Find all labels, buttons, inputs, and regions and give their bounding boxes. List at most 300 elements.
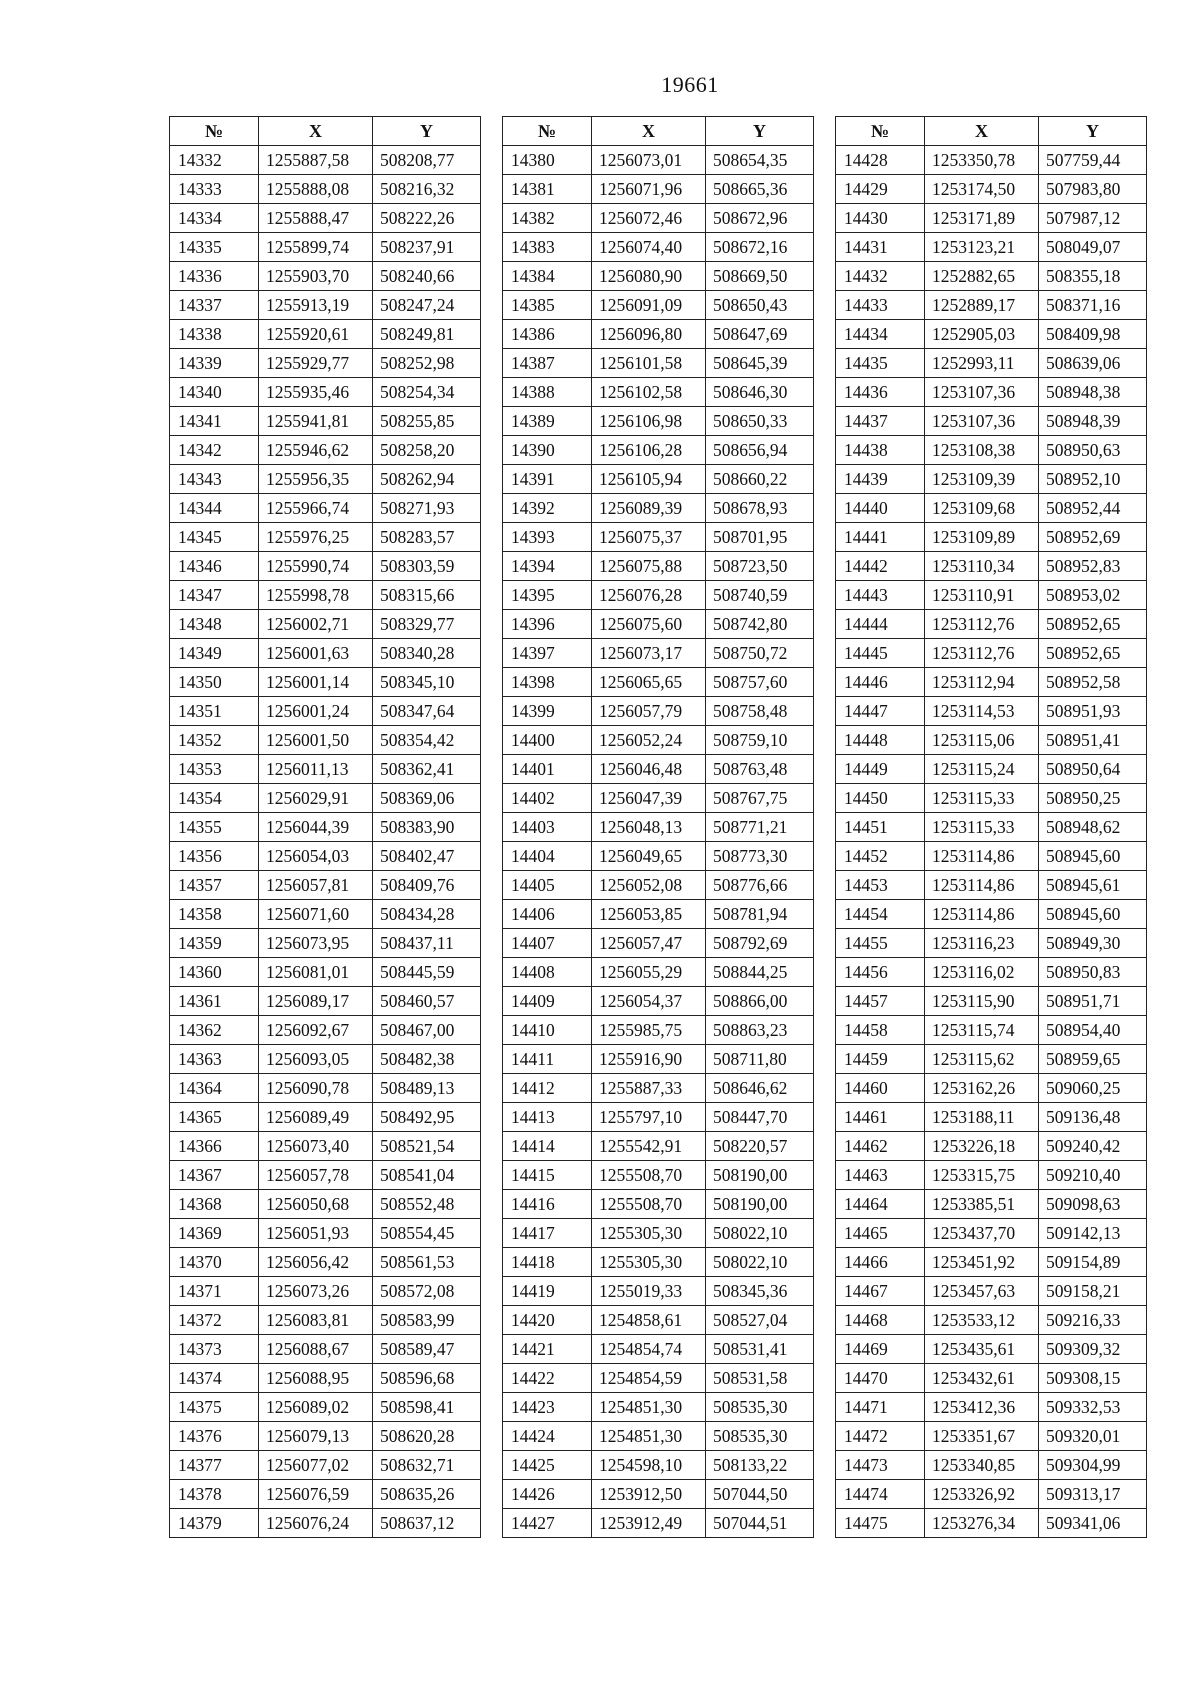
point-number-cell: 14392	[503, 494, 592, 523]
y-coordinate-cell: 508740,59	[706, 581, 814, 610]
y-coordinate-cell: 508345,10	[373, 668, 481, 697]
x-coordinate-cell: 1255966,74	[259, 494, 373, 523]
y-coordinate-cell: 508521,54	[373, 1132, 481, 1161]
table-row	[503, 668, 814, 697]
table-row	[170, 349, 481, 378]
y-coordinate-cell: 508409,76	[373, 871, 481, 900]
point-number-cell: 14421	[503, 1335, 592, 1364]
point-number-cell: 14367	[170, 1161, 259, 1190]
header-number: №	[836, 117, 925, 146]
y-coordinate-cell: 508489,13	[373, 1074, 481, 1103]
x-coordinate-cell: 1256029,91	[259, 784, 373, 813]
point-number-cell: 14416	[503, 1190, 592, 1219]
table-row	[836, 726, 1147, 755]
x-coordinate-cell: 1256057,79	[592, 697, 706, 726]
table-row	[836, 581, 1147, 610]
y-coordinate-cell: 508945,61	[1039, 871, 1147, 900]
point-number-cell: 14404	[503, 842, 592, 871]
y-coordinate-cell: 509313,17	[1039, 1480, 1147, 1509]
table-row	[503, 929, 814, 958]
point-number-cell: 14386	[503, 320, 592, 349]
point-number-cell: 14466	[836, 1248, 925, 1277]
y-coordinate-cell: 508434,28	[373, 900, 481, 929]
point-number-cell: 14435	[836, 349, 925, 378]
y-coordinate-cell: 508527,04	[706, 1306, 814, 1335]
y-coordinate-cell: 508952,58	[1039, 668, 1147, 697]
table-row	[836, 871, 1147, 900]
point-number-cell: 14450	[836, 784, 925, 813]
point-number-cell: 14432	[836, 262, 925, 291]
table-row	[170, 1103, 481, 1132]
x-coordinate-cell: 1256048,13	[592, 813, 706, 842]
point-number-cell: 14395	[503, 581, 592, 610]
y-coordinate-cell: 508672,16	[706, 233, 814, 262]
table-row	[503, 349, 814, 378]
table-row	[170, 1306, 481, 1335]
y-coordinate-cell: 508437,11	[373, 929, 481, 958]
table-row	[170, 581, 481, 610]
table-row	[170, 1045, 481, 1074]
x-coordinate-cell: 1256001,63	[259, 639, 373, 668]
header-y: Y	[373, 117, 481, 146]
y-coordinate-cell: 507044,51	[706, 1509, 814, 1538]
point-number-cell: 14376	[170, 1422, 259, 1451]
x-coordinate-cell: 1256074,40	[592, 233, 706, 262]
table-row	[170, 1480, 481, 1509]
x-coordinate-cell: 1255920,61	[259, 320, 373, 349]
table-row	[170, 523, 481, 552]
x-coordinate-cell: 1256049,65	[592, 842, 706, 871]
table-row	[836, 407, 1147, 436]
y-coordinate-cell: 508954,40	[1039, 1016, 1147, 1045]
x-coordinate-cell: 1256001,14	[259, 668, 373, 697]
y-coordinate-cell: 508402,47	[373, 842, 481, 871]
point-number-cell: 14382	[503, 204, 592, 233]
point-number-cell: 14402	[503, 784, 592, 813]
table-row	[170, 262, 481, 291]
point-number-cell: 14418	[503, 1248, 592, 1277]
x-coordinate-cell: 1253451,92	[925, 1248, 1039, 1277]
point-number-cell: 14335	[170, 233, 259, 262]
table-row	[170, 204, 481, 233]
point-number-cell: 14339	[170, 349, 259, 378]
x-coordinate-cell: 1253109,39	[925, 465, 1039, 494]
table-row	[836, 987, 1147, 1016]
x-coordinate-cell: 1256083,81	[259, 1306, 373, 1335]
table-row	[503, 1248, 814, 1277]
point-number-cell: 14340	[170, 378, 259, 407]
y-coordinate-cell: 509142,13	[1039, 1219, 1147, 1248]
table-row	[836, 1480, 1147, 1509]
x-coordinate-cell: 1256079,13	[259, 1422, 373, 1451]
table-row	[836, 204, 1147, 233]
coordinates-table-2	[502, 116, 814, 1538]
x-coordinate-cell: 1255990,74	[259, 552, 373, 581]
y-coordinate-cell: 509060,25	[1039, 1074, 1147, 1103]
x-coordinate-cell: 1256057,78	[259, 1161, 373, 1190]
table-row	[503, 755, 814, 784]
x-coordinate-cell: 1252993,11	[925, 349, 1039, 378]
y-coordinate-cell: 508949,30	[1039, 929, 1147, 958]
point-number-cell: 14355	[170, 813, 259, 842]
x-coordinate-cell: 1253114,86	[925, 871, 1039, 900]
y-coordinate-cell: 509136,48	[1039, 1103, 1147, 1132]
y-coordinate-cell: 508620,28	[373, 1422, 481, 1451]
point-number-cell: 14444	[836, 610, 925, 639]
point-number-cell: 14439	[836, 465, 925, 494]
table-row	[170, 146, 481, 175]
x-coordinate-cell: 1253412,36	[925, 1393, 1039, 1422]
x-coordinate-cell: 1254598,10	[592, 1451, 706, 1480]
x-coordinate-cell: 1255797,10	[592, 1103, 706, 1132]
coordinates-table-3	[835, 116, 1147, 1538]
x-coordinate-cell: 1253432,61	[925, 1364, 1039, 1393]
x-coordinate-cell: 1256072,46	[592, 204, 706, 233]
y-coordinate-cell: 508258,20	[373, 436, 481, 465]
table-row	[170, 1248, 481, 1277]
point-number-cell: 14451	[836, 813, 925, 842]
point-number-cell: 14356	[170, 842, 259, 871]
x-coordinate-cell: 1256057,81	[259, 871, 373, 900]
point-number-cell: 14422	[503, 1364, 592, 1393]
point-number-cell: 14405	[503, 871, 592, 900]
table-row	[503, 1219, 814, 1248]
table-row	[836, 1393, 1147, 1422]
point-number-cell: 14431	[836, 233, 925, 262]
table-row	[836, 233, 1147, 262]
table-row	[836, 1277, 1147, 1306]
table-row	[836, 523, 1147, 552]
table-row	[836, 1335, 1147, 1364]
point-number-cell: 14467	[836, 1277, 925, 1306]
point-number-cell: 14465	[836, 1219, 925, 1248]
x-coordinate-cell: 1255956,35	[259, 465, 373, 494]
table-row	[170, 378, 481, 407]
table-row	[170, 175, 481, 204]
table-row	[170, 320, 481, 349]
point-number-cell: 14458	[836, 1016, 925, 1045]
point-number-cell: 14361	[170, 987, 259, 1016]
y-coordinate-cell: 507759,44	[1039, 146, 1147, 175]
x-coordinate-cell: 1256093,05	[259, 1045, 373, 1074]
point-number-cell: 14375	[170, 1393, 259, 1422]
table-row	[503, 726, 814, 755]
x-coordinate-cell: 1253115,62	[925, 1045, 1039, 1074]
table-row	[503, 639, 814, 668]
x-coordinate-cell: 1253226,18	[925, 1132, 1039, 1161]
point-number-cell: 14473	[836, 1451, 925, 1480]
point-number-cell: 14388	[503, 378, 592, 407]
table-row	[170, 958, 481, 987]
table-row	[836, 784, 1147, 813]
y-coordinate-cell: 508482,38	[373, 1045, 481, 1074]
y-coordinate-cell: 508758,48	[706, 697, 814, 726]
y-coordinate-cell: 508371,16	[1039, 291, 1147, 320]
point-number-cell: 14347	[170, 581, 259, 610]
y-coordinate-cell: 508637,12	[373, 1509, 481, 1538]
y-coordinate-cell: 508598,41	[373, 1393, 481, 1422]
table-row	[170, 436, 481, 465]
y-coordinate-cell: 508190,00	[706, 1161, 814, 1190]
table-row	[836, 552, 1147, 581]
point-number-cell: 14374	[170, 1364, 259, 1393]
table-row	[503, 1480, 814, 1509]
x-coordinate-cell: 1256088,67	[259, 1335, 373, 1364]
table-row	[836, 291, 1147, 320]
point-number-cell: 14381	[503, 175, 592, 204]
table-row	[503, 1393, 814, 1422]
y-coordinate-cell: 508646,30	[706, 378, 814, 407]
table-row	[170, 291, 481, 320]
point-number-cell: 14350	[170, 668, 259, 697]
coordinates-table-1	[169, 116, 481, 1538]
table-header-row	[170, 117, 481, 146]
y-coordinate-cell: 508262,94	[373, 465, 481, 494]
x-coordinate-cell: 1253435,61	[925, 1335, 1039, 1364]
table-row	[836, 1219, 1147, 1248]
y-coordinate-cell: 508383,90	[373, 813, 481, 842]
y-coordinate-cell: 508283,57	[373, 523, 481, 552]
x-coordinate-cell: 1252905,03	[925, 320, 1039, 349]
table-row	[836, 320, 1147, 349]
point-number-cell: 14371	[170, 1277, 259, 1306]
y-coordinate-cell: 508561,53	[373, 1248, 481, 1277]
y-coordinate-cell: 508022,10	[706, 1219, 814, 1248]
x-coordinate-cell: 1253171,89	[925, 204, 1039, 233]
point-number-cell: 14410	[503, 1016, 592, 1045]
table-row	[836, 494, 1147, 523]
point-number-cell: 14457	[836, 987, 925, 1016]
table-row	[170, 1277, 481, 1306]
table-row	[836, 175, 1147, 204]
y-coordinate-cell: 508792,69	[706, 929, 814, 958]
y-coordinate-cell: 508249,81	[373, 320, 481, 349]
table-row	[503, 1364, 814, 1393]
point-number-cell: 14449	[836, 755, 925, 784]
x-coordinate-cell: 1256073,26	[259, 1277, 373, 1306]
x-coordinate-cell: 1255941,81	[259, 407, 373, 436]
table-row	[170, 233, 481, 262]
point-number-cell: 14412	[503, 1074, 592, 1103]
y-coordinate-cell: 509216,33	[1039, 1306, 1147, 1335]
y-coordinate-cell: 508951,93	[1039, 697, 1147, 726]
x-coordinate-cell: 1255888,47	[259, 204, 373, 233]
table-row	[170, 1074, 481, 1103]
x-coordinate-cell: 1256101,58	[592, 349, 706, 378]
point-number-cell: 14337	[170, 291, 259, 320]
point-number-cell: 14469	[836, 1335, 925, 1364]
point-number-cell: 14436	[836, 378, 925, 407]
point-number-cell: 14346	[170, 552, 259, 581]
x-coordinate-cell: 1256073,17	[592, 639, 706, 668]
point-number-cell: 14338	[170, 320, 259, 349]
y-coordinate-cell: 508255,85	[373, 407, 481, 436]
y-coordinate-cell: 508531,58	[706, 1364, 814, 1393]
y-coordinate-cell: 508952,65	[1039, 610, 1147, 639]
y-coordinate-cell: 509308,15	[1039, 1364, 1147, 1393]
point-number-cell: 14360	[170, 958, 259, 987]
point-number-cell: 14462	[836, 1132, 925, 1161]
x-coordinate-cell: 1255888,08	[259, 175, 373, 204]
y-coordinate-cell: 508950,63	[1039, 436, 1147, 465]
x-coordinate-cell: 1256088,95	[259, 1364, 373, 1393]
y-coordinate-cell: 508952,83	[1039, 552, 1147, 581]
x-coordinate-cell: 1253114,86	[925, 842, 1039, 871]
point-number-cell: 14448	[836, 726, 925, 755]
x-coordinate-cell: 1255935,46	[259, 378, 373, 407]
table-row	[503, 871, 814, 900]
table-row	[503, 175, 814, 204]
table-row	[170, 1393, 481, 1422]
x-coordinate-cell: 1253174,50	[925, 175, 1039, 204]
x-coordinate-cell: 1256081,01	[259, 958, 373, 987]
y-coordinate-cell: 508650,43	[706, 291, 814, 320]
table-row	[836, 262, 1147, 291]
y-coordinate-cell: 508369,06	[373, 784, 481, 813]
point-number-cell: 14353	[170, 755, 259, 784]
y-coordinate-cell: 508656,94	[706, 436, 814, 465]
table-row	[836, 1132, 1147, 1161]
x-coordinate-cell: 1253162,26	[925, 1074, 1039, 1103]
y-coordinate-cell: 508022,10	[706, 1248, 814, 1277]
x-coordinate-cell: 1255305,30	[592, 1248, 706, 1277]
x-coordinate-cell: 1254854,74	[592, 1335, 706, 1364]
table-row	[836, 900, 1147, 929]
x-coordinate-cell: 1255508,70	[592, 1190, 706, 1219]
x-coordinate-cell: 1253107,36	[925, 407, 1039, 436]
point-number-cell: 14398	[503, 668, 592, 697]
point-number-cell: 14403	[503, 813, 592, 842]
y-coordinate-cell: 507044,50	[706, 1480, 814, 1509]
x-coordinate-cell: 1255929,77	[259, 349, 373, 378]
table-row	[503, 1509, 814, 1538]
y-coordinate-cell: 508959,65	[1039, 1045, 1147, 1074]
table-row	[836, 1190, 1147, 1219]
y-coordinate-cell: 508945,60	[1039, 900, 1147, 929]
point-number-cell: 14423	[503, 1393, 592, 1422]
point-number-cell: 14406	[503, 900, 592, 929]
point-number-cell: 14362	[170, 1016, 259, 1045]
point-number-cell: 14414	[503, 1132, 592, 1161]
x-coordinate-cell: 1255998,78	[259, 581, 373, 610]
table-row	[170, 610, 481, 639]
x-coordinate-cell: 1256080,90	[592, 262, 706, 291]
table-header-row	[836, 117, 1147, 146]
x-coordinate-cell: 1253108,38	[925, 436, 1039, 465]
y-coordinate-cell: 508672,96	[706, 204, 814, 233]
x-coordinate-cell: 1255887,58	[259, 146, 373, 175]
point-number-cell: 14419	[503, 1277, 592, 1306]
point-number-cell: 14364	[170, 1074, 259, 1103]
point-number-cell: 14463	[836, 1161, 925, 1190]
y-coordinate-cell: 508222,26	[373, 204, 481, 233]
x-coordinate-cell: 1253115,90	[925, 987, 1039, 1016]
table-row	[170, 1451, 481, 1480]
x-coordinate-cell: 1253123,21	[925, 233, 1039, 262]
table-row	[836, 349, 1147, 378]
table-row	[170, 900, 481, 929]
table-row	[836, 1074, 1147, 1103]
point-number-cell: 14336	[170, 262, 259, 291]
x-coordinate-cell: 1255946,62	[259, 436, 373, 465]
x-coordinate-cell: 1255916,90	[592, 1045, 706, 1074]
point-number-cell: 14401	[503, 755, 592, 784]
x-coordinate-cell: 1253109,68	[925, 494, 1039, 523]
y-coordinate-cell: 508945,60	[1039, 842, 1147, 871]
point-number-cell: 14430	[836, 204, 925, 233]
x-coordinate-cell: 1256001,50	[259, 726, 373, 755]
x-coordinate-cell: 1253912,49	[592, 1509, 706, 1538]
point-number-cell: 14454	[836, 900, 925, 929]
y-coordinate-cell: 509341,06	[1039, 1509, 1147, 1538]
point-number-cell: 14394	[503, 552, 592, 581]
x-coordinate-cell: 1253112,76	[925, 610, 1039, 639]
table-row	[170, 813, 481, 842]
x-coordinate-cell: 1255305,30	[592, 1219, 706, 1248]
x-coordinate-cell: 1254851,30	[592, 1393, 706, 1422]
point-number-cell: 14379	[170, 1509, 259, 1538]
x-coordinate-cell: 1256044,39	[259, 813, 373, 842]
x-coordinate-cell: 1255903,70	[259, 262, 373, 291]
y-coordinate-cell: 508409,98	[1039, 320, 1147, 349]
table-row	[503, 1132, 814, 1161]
x-coordinate-cell: 1256089,17	[259, 987, 373, 1016]
table-row	[503, 610, 814, 639]
table-row	[503, 465, 814, 494]
y-coordinate-cell: 508220,57	[706, 1132, 814, 1161]
y-coordinate-cell: 508535,30	[706, 1393, 814, 1422]
table-row	[503, 436, 814, 465]
table-row	[170, 494, 481, 523]
x-coordinate-cell: 1256047,39	[592, 784, 706, 813]
y-coordinate-cell: 509158,21	[1039, 1277, 1147, 1306]
x-coordinate-cell: 1256011,13	[259, 755, 373, 784]
y-coordinate-cell: 508771,21	[706, 813, 814, 842]
y-coordinate-cell: 508646,62	[706, 1074, 814, 1103]
table-row	[836, 436, 1147, 465]
y-coordinate-cell: 508632,71	[373, 1451, 481, 1480]
x-coordinate-cell: 1253115,33	[925, 813, 1039, 842]
table-row	[170, 1509, 481, 1538]
y-coordinate-cell: 509332,53	[1039, 1393, 1147, 1422]
x-coordinate-cell: 1255887,33	[592, 1074, 706, 1103]
x-coordinate-cell: 1256057,47	[592, 929, 706, 958]
y-coordinate-cell: 508650,33	[706, 407, 814, 436]
table-row	[170, 668, 481, 697]
table-row	[503, 1277, 814, 1306]
table-row	[170, 1016, 481, 1045]
table-row	[836, 610, 1147, 639]
point-number-cell: 14369	[170, 1219, 259, 1248]
x-coordinate-cell: 1256092,67	[259, 1016, 373, 1045]
point-number-cell: 14358	[170, 900, 259, 929]
y-coordinate-cell: 508216,32	[373, 175, 481, 204]
point-number-cell: 14354	[170, 784, 259, 813]
y-coordinate-cell: 507983,80	[1039, 175, 1147, 204]
header-y: Y	[706, 117, 814, 146]
x-coordinate-cell: 1256090,78	[259, 1074, 373, 1103]
table-row	[503, 581, 814, 610]
point-number-cell: 14377	[170, 1451, 259, 1480]
x-coordinate-cell: 1256076,28	[592, 581, 706, 610]
y-coordinate-cell: 507987,12	[1039, 204, 1147, 233]
x-coordinate-cell: 1256071,96	[592, 175, 706, 204]
table-row	[170, 929, 481, 958]
point-number-cell: 14393	[503, 523, 592, 552]
point-number-cell: 14471	[836, 1393, 925, 1422]
table-row	[170, 871, 481, 900]
y-coordinate-cell: 508863,23	[706, 1016, 814, 1045]
